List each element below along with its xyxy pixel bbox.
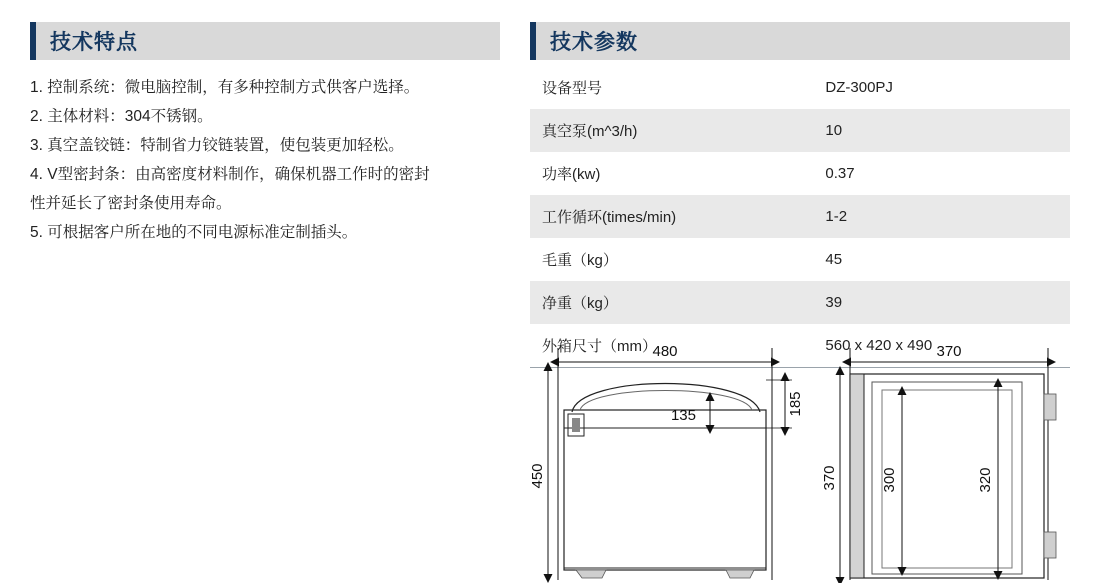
spec-value: 10 [807, 109, 1070, 152]
table-row [530, 238, 1070, 281]
dim-inner-height-right: 320 [977, 467, 994, 493]
dim-side-width: 370 [936, 343, 962, 360]
spec-key: 毛重（kg） [542, 252, 618, 269]
feature-item: 4. V型密封条：由高密度材料制作，确保机器工作时的密封 [30, 166, 430, 183]
spec-key: 工作循环(times/min) [530, 195, 807, 238]
specs-section [530, 22, 1070, 368]
table-row [530, 66, 1070, 109]
spec-value: 1-2 [807, 195, 1070, 238]
specs-table [530, 66, 1070, 368]
features-section [30, 22, 500, 248]
dim-chamber-depth: 135 [670, 407, 696, 424]
technical-drawings [520, 340, 1080, 580]
spec-key: 外箱尺寸（mm） [530, 324, 807, 368]
table-row [530, 109, 1070, 152]
spec-value: 39 [807, 281, 1070, 324]
drawings-svg [520, 340, 1080, 583]
spec-key: 净重（kg） [530, 281, 807, 324]
spec-key: 功率(kw) [542, 166, 601, 183]
table-row [530, 152, 1070, 195]
features-list [30, 74, 500, 247]
dim-inner-height-left: 300 [881, 467, 898, 493]
front-view-drawing [529, 343, 804, 580]
feature-item: 3. 真空盖铰链：特制省力铰链装置，使包装更加轻松。 [30, 137, 404, 154]
features-section-header [30, 22, 500, 60]
spec-value: DZ-300PJ [825, 79, 893, 96]
table-row [530, 195, 1070, 238]
spec-value: 0.37 [825, 165, 855, 182]
specs-section-header [530, 22, 1070, 60]
spec-value: 560 x 420 x 490 [807, 324, 1070, 368]
feature-item: 性并延长了密封条使用寿命。 [30, 195, 232, 212]
dim-side-height: 370 [821, 465, 838, 491]
spec-value: 45 [825, 251, 843, 268]
dim-front-height: 450 [529, 463, 546, 489]
features-section-title: 技术特点 [50, 31, 138, 54]
specs-section-title: 技术参数 [550, 31, 638, 54]
side-view-drawing [821, 343, 1056, 580]
table-row [530, 281, 1070, 324]
spec-key: 真空泵(m^3/h) [530, 109, 807, 152]
dim-lid-height: 185 [787, 391, 804, 417]
feature-item: 2. 主体材料：304不锈钢。 [30, 108, 213, 125]
spec-key: 设备型号 [542, 80, 603, 97]
feature-item: 5. 可根据客户所在地的不同电源标准定制插头。 [30, 224, 358, 241]
dim-front-width: 480 [652, 343, 678, 360]
feature-item: 1. 控制系统：微电脑控制，有多种控制方式供客户选择。 [30, 79, 420, 96]
